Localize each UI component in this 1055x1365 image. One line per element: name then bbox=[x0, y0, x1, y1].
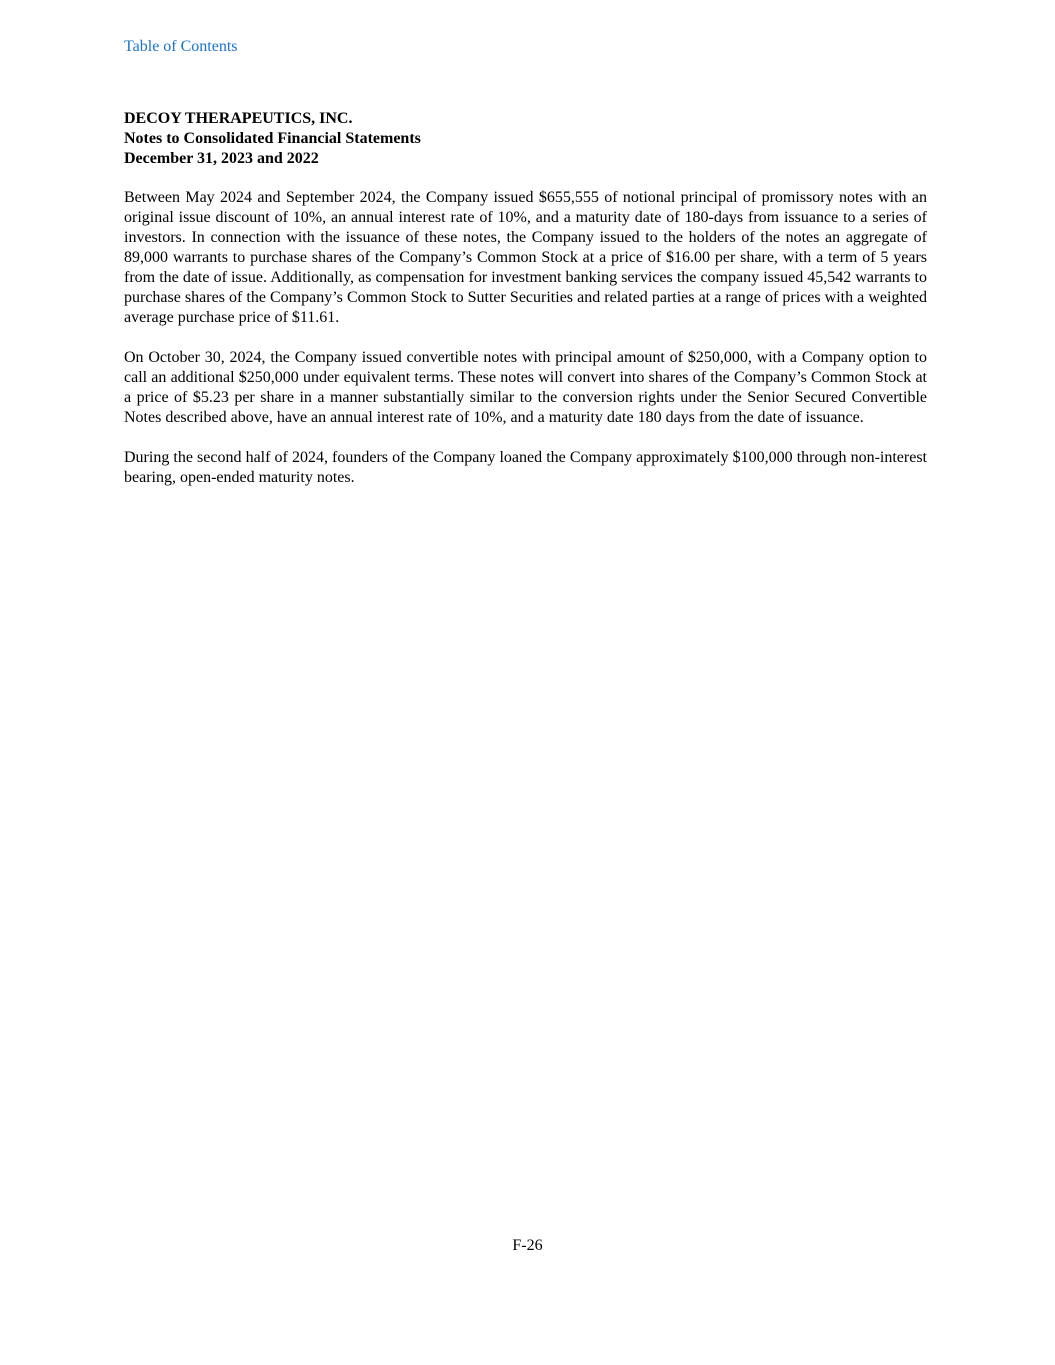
statement-subtitle: Notes to Consolidated Financial Statements bbox=[124, 130, 421, 147]
notes-body bbox=[124, 188, 927, 508]
paragraph-founder-loans: During the second half of 2024, founders of the Company loaned the Company approximately $100,000 through non-interest bearing, open-ended maturity notes. bbox=[124, 449, 927, 486]
document-header bbox=[124, 109, 927, 169]
statement-period: December 31, 2023 and 2022 bbox=[124, 150, 319, 167]
paragraph-promissory-notes: Between May 2024 and September 2024, the Company issued $655,555 of notional principal of promissory notes with an original issue discount of 10%, an annual interest rate of 10%, and a maturity date of 180-days from issuance to a series of investors. In connection with the issuance of these notes, the Company issued to the holders of the notes an aggregate of 89,000 warrants to purchase shares of the Company’s Common Stock at a price of $16.00 per share, with a term of 5 years from the date of issue. Additionally, as compensation for investment banking services the company issued 45,542 warrants to purchase shares of the Company’s Common Stock to Sutter Securities and related parties at a range of prices with a weighted average purchase price of $11.61. bbox=[124, 189, 927, 326]
page-number: F-26 bbox=[512, 1237, 543, 1254]
table-of-contents-link[interactable]: Table of Contents bbox=[124, 38, 238, 55]
paragraph-convertible-notes: On October 30, 2024, the Company issued convertible notes with principal amount of $250,000, with a Company option to call an additional $250,000 under equivalent terms. These notes will convert into shares of the Company’s Common Stock at a price of $5.23 per share in a manner substantially similar to the conversion rights under the Senior Secured Convertible Notes described above, have an annual interest rate of 10%, and a maturity date 180 days from the date of issuance. bbox=[124, 349, 927, 426]
company-name: DECOY THERAPEUTICS, INC. bbox=[124, 110, 353, 127]
